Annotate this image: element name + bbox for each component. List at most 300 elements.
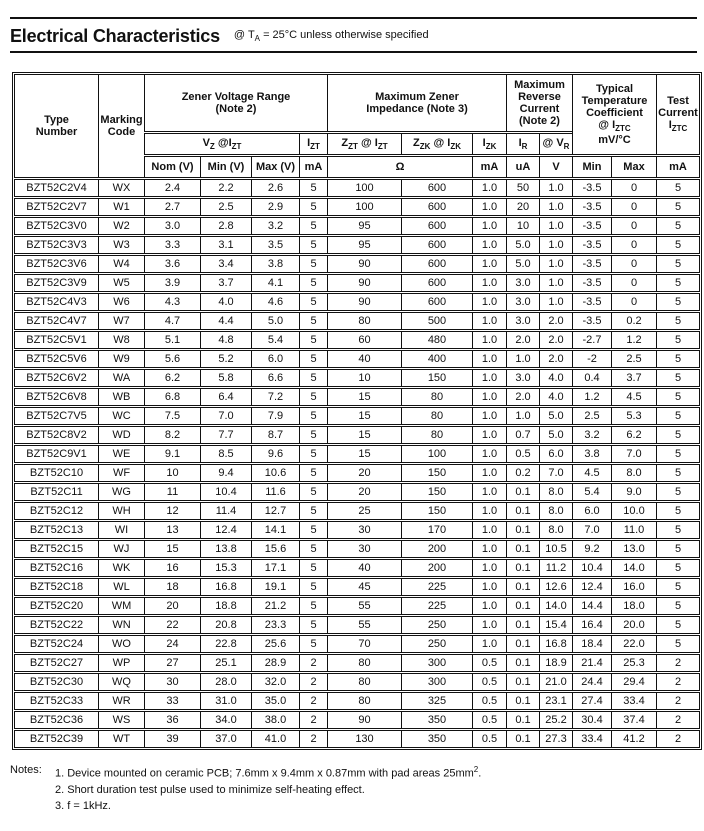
- cell-marking-code: WN: [98, 616, 144, 634]
- cell-vr-v: 2.0: [539, 350, 572, 368]
- cell-zzt-ohm: 25: [327, 502, 401, 520]
- col-header-at-vr: @ $V_R$: [539, 133, 572, 155]
- cell-ir-ua: 3.0: [506, 274, 539, 292]
- cell-test-current-ma: 5: [656, 274, 700, 292]
- cell-vr-v: 4.0: [539, 369, 572, 387]
- cell-tc-max: 0: [611, 274, 656, 292]
- cell-ir-ua: 0.1: [506, 559, 539, 577]
- cell-tc-max: 16.0: [611, 578, 656, 596]
- cell-izt-ma: 5: [299, 426, 327, 444]
- table-row: [14, 388, 700, 406]
- cell-izk-ma: 1.0: [472, 521, 506, 539]
- cell-type-number: BZT52C3V9: [14, 274, 98, 292]
- cell-vz-min: 11.4: [200, 502, 251, 520]
- cell-tc-max: 0: [611, 198, 656, 216]
- cell-tc-max: 14.0: [611, 559, 656, 577]
- cell-type-number: BZT52C18: [14, 578, 98, 596]
- cell-vz-max: 25.6: [251, 635, 299, 653]
- table-row: [14, 426, 700, 444]
- table-row: [14, 502, 700, 520]
- cell-ir-ua: 1.0: [506, 407, 539, 425]
- cell-vz-max: 17.1: [251, 559, 299, 577]
- cell-zzk-ohm: 300: [401, 673, 472, 691]
- cell-tc-min: 3.2: [572, 426, 611, 444]
- cell-test-current-ma: 5: [656, 312, 700, 330]
- cell-zzk-ohm: 325: [401, 692, 472, 710]
- cell-vr-v: 2.0: [539, 331, 572, 349]
- cell-ir-ua: 0.1: [506, 597, 539, 615]
- cell-marking-code: W3: [98, 236, 144, 254]
- cell-tc-max: 25.3: [611, 654, 656, 672]
- cell-type-number: BZT52C3V3: [14, 236, 98, 254]
- table-row: [14, 483, 700, 501]
- cell-tc-min: 14.4: [572, 597, 611, 615]
- cell-marking-code: W1: [98, 198, 144, 216]
- cell-zzk-ohm: 150: [401, 502, 472, 520]
- cell-vr-v: 5.0: [539, 407, 572, 425]
- cell-vz-nom: 4.3: [144, 293, 200, 311]
- cell-zzk-ohm: 600: [401, 198, 472, 216]
- cell-izt-ma: 2: [299, 654, 327, 672]
- cell-vz-min: 5.2: [200, 350, 251, 368]
- cell-tc-min: 6.0: [572, 502, 611, 520]
- notes-list: [55, 762, 481, 814]
- cell-zzk-ohm: 80: [401, 388, 472, 406]
- cell-zzt-ohm: 20: [327, 483, 401, 501]
- col-header-tc-max: Max: [611, 156, 656, 178]
- table-row: [14, 635, 700, 653]
- cell-ir-ua: 0.1: [506, 730, 539, 748]
- col-header-tc-min: Min: [572, 156, 611, 178]
- cell-vr-v: 18.9: [539, 654, 572, 672]
- cell-tc-max: 4.5: [611, 388, 656, 406]
- table-row: [14, 407, 700, 425]
- cell-vz-max: 12.7: [251, 502, 299, 520]
- cell-vz-min: 9.4: [200, 464, 251, 482]
- cell-test-current-ma: 5: [656, 445, 700, 463]
- cell-vz-nom: 18: [144, 578, 200, 596]
- cell-test-current-ma: 2: [656, 711, 700, 729]
- cell-izt-ma: 5: [299, 236, 327, 254]
- cell-vz-nom: 6.2: [144, 369, 200, 387]
- cell-izt-ma: 5: [299, 559, 327, 577]
- cell-test-current-ma: 5: [656, 388, 700, 406]
- cell-vz-min: 7.0: [200, 407, 251, 425]
- cell-vz-min: 8.5: [200, 445, 251, 463]
- header-group-row: [14, 74, 700, 132]
- cell-vz-nom: 3.6: [144, 255, 200, 273]
- cell-vz-max: 35.0: [251, 692, 299, 710]
- cell-izk-ma: 1.0: [472, 217, 506, 235]
- cell-izt-ma: 5: [299, 407, 327, 425]
- cell-zzk-ohm: 100: [401, 445, 472, 463]
- table-row: [14, 559, 700, 577]
- table-row: [14, 673, 700, 691]
- cell-zzt-ohm: 15: [327, 445, 401, 463]
- cell-izk-ma: 0.5: [472, 654, 506, 672]
- col-header-marking-code: Marking Code: [98, 74, 144, 178]
- cell-izk-ma: 1.0: [472, 350, 506, 368]
- cell-ir-ua: 10: [506, 217, 539, 235]
- cell-vr-v: 8.0: [539, 502, 572, 520]
- cell-tc-max: 0.2: [611, 312, 656, 330]
- cell-izk-ma: 1.0: [472, 293, 506, 311]
- cell-izt-ma: 5: [299, 635, 327, 653]
- cell-tc-max: 0: [611, 255, 656, 273]
- cell-tc-min: 2.5: [572, 407, 611, 425]
- cell-vz-nom: 3.9: [144, 274, 200, 292]
- cell-zzk-ohm: 480: [401, 331, 472, 349]
- cell-marking-code: WJ: [98, 540, 144, 558]
- cell-type-number: BZT52C2V7: [14, 198, 98, 216]
- col-header-vz-at-izt: $V_Z$ $@I_{ZT}$: [144, 133, 299, 155]
- table-row: [14, 179, 700, 197]
- cell-vz-nom: 9.1: [144, 445, 200, 463]
- table-row: [14, 236, 700, 254]
- cell-tc-min: -2: [572, 350, 611, 368]
- cell-zzt-ohm: 80: [327, 312, 401, 330]
- col-header-nom-v: Nom (V): [144, 156, 200, 178]
- cell-zzt-ohm: 95: [327, 217, 401, 235]
- col-header-zzt-at-izt: $Z_{ZT}$ @ $I_{ZT}$: [327, 133, 401, 155]
- cell-tc-max: 3.7: [611, 369, 656, 387]
- cell-vz-nom: 30: [144, 673, 200, 691]
- cell-vz-nom: 2.7: [144, 198, 200, 216]
- cell-test-current-ma: 5: [656, 369, 700, 387]
- table-row: [14, 616, 700, 634]
- cell-vz-min: 28.0: [200, 673, 251, 691]
- cell-vr-v: 25.2: [539, 711, 572, 729]
- cell-test-current-ma: 5: [656, 407, 700, 425]
- cell-vr-v: 21.0: [539, 673, 572, 691]
- cell-tc-max: 8.0: [611, 464, 656, 482]
- cell-zzt-ohm: 20: [327, 464, 401, 482]
- cell-marking-code: W5: [98, 274, 144, 292]
- cell-type-number: BZT52C36: [14, 711, 98, 729]
- cell-ir-ua: 0.1: [506, 521, 539, 539]
- cell-vz-min: 20.8: [200, 616, 251, 634]
- cell-zzt-ohm: 100: [327, 198, 401, 216]
- table-header: [14, 74, 700, 178]
- cell-vz-min: 22.8: [200, 635, 251, 653]
- cell-marking-code: WS: [98, 711, 144, 729]
- cell-izk-ma: 1.0: [472, 369, 506, 387]
- cell-vz-nom: 13: [144, 521, 200, 539]
- cell-type-number: BZT52C33: [14, 692, 98, 710]
- cell-test-current-ma: 2: [656, 730, 700, 748]
- cell-izt-ma: 5: [299, 445, 327, 463]
- cell-izk-ma: 1.0: [472, 540, 506, 558]
- cell-vz-nom: 11: [144, 483, 200, 501]
- cell-zzk-ohm: 80: [401, 426, 472, 444]
- cell-vz-max: 6.0: [251, 350, 299, 368]
- cell-tc-min: -3.5: [572, 274, 611, 292]
- cell-vz-min: 10.4: [200, 483, 251, 501]
- section-subtitle: @ $T_A = 25^\circ C$ unless otherwise specified: [233, 28, 429, 44]
- cell-marking-code: WX: [98, 179, 144, 197]
- table-row: [14, 578, 700, 596]
- cell-tc-max: 20.0: [611, 616, 656, 634]
- cell-ir-ua: 5.0: [506, 255, 539, 273]
- cell-izt-ma: 5: [299, 369, 327, 387]
- cell-test-current-ma: 5: [656, 502, 700, 520]
- cell-tc-min: 33.4: [572, 730, 611, 748]
- cell-vz-max: 10.6: [251, 464, 299, 482]
- cell-vz-max: 3.5: [251, 236, 299, 254]
- cell-vz-min: 4.0: [200, 293, 251, 311]
- cell-vr-v: 5.0: [539, 426, 572, 444]
- col-header-izk: $I_{ZK}$: [472, 133, 506, 155]
- cell-zzk-ohm: 600: [401, 217, 472, 235]
- cell-izt-ma: 5: [299, 464, 327, 482]
- cell-marking-code: W4: [98, 255, 144, 273]
- cell-vz-max: 15.6: [251, 540, 299, 558]
- section-title: Electrical Characteristics: [10, 25, 220, 46]
- cell-ir-ua: 0.1: [506, 540, 539, 558]
- cell-izt-ma: 5: [299, 217, 327, 235]
- col-group-max-zener-impedance: Maximum Zener Impedance (Note 3): [327, 74, 506, 132]
- cell-tc-max: 5.3: [611, 407, 656, 425]
- cell-type-number: BZT52C5V6: [14, 350, 98, 368]
- cell-vz-max: 2.6: [251, 179, 299, 197]
- cell-test-current-ma: 2: [656, 692, 700, 710]
- cell-tc-max: 29.4: [611, 673, 656, 691]
- cell-ir-ua: 0.1: [506, 692, 539, 710]
- cell-vr-v: 7.0: [539, 464, 572, 482]
- table-row: [14, 730, 700, 748]
- cell-vr-v: 16.8: [539, 635, 572, 653]
- cell-marking-code: WQ: [98, 673, 144, 691]
- cell-izk-ma: 1.0: [472, 426, 506, 444]
- cell-test-current-ma: 5: [656, 635, 700, 653]
- table-row: [14, 654, 700, 672]
- cell-tc-min: -2.7: [572, 331, 611, 349]
- notes-label: Notes:: [10, 764, 42, 776]
- cell-zzt-ohm: 55: [327, 597, 401, 615]
- cell-type-number: BZT52C12: [14, 502, 98, 520]
- cell-vz-min: 2.5: [200, 198, 251, 216]
- cell-izk-ma: 1.0: [472, 616, 506, 634]
- cell-ir-ua: 3.0: [506, 369, 539, 387]
- cell-vz-nom: 27: [144, 654, 200, 672]
- cell-izt-ma: 5: [299, 521, 327, 539]
- cell-vz-max: 5.0: [251, 312, 299, 330]
- cell-zzt-ohm: 30: [327, 540, 401, 558]
- cell-izk-ma: 0.5: [472, 711, 506, 729]
- cell-tc-max: 33.4: [611, 692, 656, 710]
- cell-zzk-ohm: 150: [401, 464, 472, 482]
- cell-tc-min: 16.4: [572, 616, 611, 634]
- cell-izk-ma: 0.5: [472, 692, 506, 710]
- datasheet-page: [0, 17, 704, 831]
- cell-type-number: BZT52C7V5: [14, 407, 98, 425]
- cell-vz-min: 3.7: [200, 274, 251, 292]
- col-header-min-v: Min (V): [200, 156, 251, 178]
- cell-izk-ma: 1.0: [472, 274, 506, 292]
- cell-vz-min: 25.1: [200, 654, 251, 672]
- cell-type-number: BZT52C13: [14, 521, 98, 539]
- cell-vz-max: 7.9: [251, 407, 299, 425]
- cell-tc-max: 18.0: [611, 597, 656, 615]
- cell-test-current-ma: 2: [656, 673, 700, 691]
- table-row: [14, 274, 700, 292]
- cell-ir-ua: 0.5: [506, 445, 539, 463]
- cell-ir-ua: 5.0: [506, 236, 539, 254]
- cell-zzk-ohm: 300: [401, 654, 472, 672]
- cell-zzk-ohm: 170: [401, 521, 472, 539]
- cell-ir-ua: 20: [506, 198, 539, 216]
- cell-type-number: BZT52C11: [14, 483, 98, 501]
- cell-zzt-ohm: 40: [327, 350, 401, 368]
- cell-izk-ma: 1.0: [472, 312, 506, 330]
- cell-vz-min: 2.2: [200, 179, 251, 197]
- table-row: [14, 521, 700, 539]
- cell-ir-ua: 1.0: [506, 350, 539, 368]
- cell-izk-ma: 1.0: [472, 464, 506, 482]
- cell-tc-max: 2.5: [611, 350, 656, 368]
- cell-ir-ua: 0.1: [506, 502, 539, 520]
- cell-vr-v: 6.0: [539, 445, 572, 463]
- cell-vz-nom: 8.2: [144, 426, 200, 444]
- cell-izt-ma: 2: [299, 730, 327, 748]
- cell-izk-ma: 1.0: [472, 502, 506, 520]
- cell-vz-nom: 20: [144, 597, 200, 615]
- cell-zzk-ohm: 80: [401, 407, 472, 425]
- cell-vz-nom: 3.3: [144, 236, 200, 254]
- cell-vr-v: 15.4: [539, 616, 572, 634]
- cell-ir-ua: 2.0: [506, 388, 539, 406]
- cell-tc-max: 10.0: [611, 502, 656, 520]
- cell-tc-max: 0: [611, 217, 656, 235]
- cell-vz-max: 5.4: [251, 331, 299, 349]
- cell-tc-min: 4.5: [572, 464, 611, 482]
- cell-vz-max: 9.6: [251, 445, 299, 463]
- cell-test-current-ma: 5: [656, 350, 700, 368]
- cell-zzt-ohm: 90: [327, 293, 401, 311]
- cell-tc-max: 0: [611, 179, 656, 197]
- cell-vz-min: 18.8: [200, 597, 251, 615]
- cell-marking-code: WT: [98, 730, 144, 748]
- col-group-zener-voltage-range: Zener Voltage Range (Note 2): [144, 74, 327, 132]
- cell-marking-code: WR: [98, 692, 144, 710]
- cell-zzt-ohm: 15: [327, 426, 401, 444]
- note-item-1: 1. Device mounted on ceramic PCB; 7.6mm x 9.4mm x 0.87mm with pad areas $25mm^2$.: [55, 765, 482, 780]
- cell-zzt-ohm: 80: [327, 654, 401, 672]
- cell-vz-min: 6.4: [200, 388, 251, 406]
- cell-tc-max: 6.2: [611, 426, 656, 444]
- notes-section: [10, 762, 704, 814]
- cell-type-number: BZT52C4V7: [14, 312, 98, 330]
- cell-izk-ma: 1.0: [472, 179, 506, 197]
- table-row: [14, 711, 700, 729]
- table-row: [14, 464, 700, 482]
- cell-zzt-ohm: 70: [327, 635, 401, 653]
- cell-zzk-ohm: 250: [401, 635, 472, 653]
- cell-zzk-ohm: 600: [401, 236, 472, 254]
- cell-izt-ma: 2: [299, 711, 327, 729]
- cell-izt-ma: 5: [299, 483, 327, 501]
- cell-tc-min: -3.5: [572, 312, 611, 330]
- cell-marking-code: W8: [98, 331, 144, 349]
- cell-ir-ua: 0.1: [506, 616, 539, 634]
- cell-izk-ma: 1.0: [472, 407, 506, 425]
- cell-marking-code: WA: [98, 369, 144, 387]
- cell-ir-ua: 3.0: [506, 293, 539, 311]
- cell-tc-max: 22.0: [611, 635, 656, 653]
- cell-vz-max: 3.8: [251, 255, 299, 273]
- cell-type-number: BZT52C3V6: [14, 255, 98, 273]
- col-header-ir: $I_R$: [506, 133, 539, 155]
- cell-vz-max: 38.0: [251, 711, 299, 729]
- cell-izt-ma: 5: [299, 293, 327, 311]
- cell-zzt-ohm: 90: [327, 255, 401, 273]
- cell-ir-ua: 3.0: [506, 312, 539, 330]
- cell-zzt-ohm: 15: [327, 407, 401, 425]
- table-row: [14, 597, 700, 615]
- cell-zzt-ohm: 10: [327, 369, 401, 387]
- cell-vz-min: 5.8: [200, 369, 251, 387]
- col-header-zzk-at-izk: $Z_{ZK}$ @ $I_{ZK}$: [401, 133, 472, 155]
- cell-zzt-ohm: 95: [327, 236, 401, 254]
- cell-vz-nom: 22: [144, 616, 200, 634]
- cell-vz-max: 4.1: [251, 274, 299, 292]
- cell-tc-min: 24.4: [572, 673, 611, 691]
- cell-test-current-ma: 5: [656, 255, 700, 273]
- cell-ir-ua: 0.1: [506, 578, 539, 596]
- col-group-test-current: Test Current $I_{ZTC}$: [656, 74, 700, 155]
- cell-marking-code: WG: [98, 483, 144, 501]
- cell-vz-nom: 2.4: [144, 179, 200, 197]
- cell-type-number: BZT52C16: [14, 559, 98, 577]
- cell-izt-ma: 5: [299, 616, 327, 634]
- cell-vz-min: 16.8: [200, 578, 251, 596]
- cell-marking-code: W7: [98, 312, 144, 330]
- cell-vr-v: 4.0: [539, 388, 572, 406]
- cell-vz-nom: 4.7: [144, 312, 200, 330]
- cell-marking-code: WI: [98, 521, 144, 539]
- cell-vz-nom: 12: [144, 502, 200, 520]
- cell-type-number: BZT52C24: [14, 635, 98, 653]
- cell-vz-nom: 6.8: [144, 388, 200, 406]
- cell-tc-min: 18.4: [572, 635, 611, 653]
- cell-izk-ma: 0.5: [472, 673, 506, 691]
- cell-test-current-ma: 2: [656, 654, 700, 672]
- cell-vr-v: 11.2: [539, 559, 572, 577]
- cell-vr-v: 1.0: [539, 236, 572, 254]
- table-row: [14, 331, 700, 349]
- cell-ir-ua: 0.2: [506, 464, 539, 482]
- cell-izt-ma: 5: [299, 388, 327, 406]
- cell-tc-min: 9.2: [572, 540, 611, 558]
- cell-marking-code: WL: [98, 578, 144, 596]
- cell-test-current-ma: 5: [656, 483, 700, 501]
- cell-izt-ma: 5: [299, 312, 327, 330]
- cell-vz-min: 4.4: [200, 312, 251, 330]
- cell-vz-min: 34.0: [200, 711, 251, 729]
- cell-izt-ma: 5: [299, 597, 327, 615]
- cell-test-current-ma: 5: [656, 616, 700, 634]
- cell-vz-nom: 39: [144, 730, 200, 748]
- cell-vz-nom: 7.5: [144, 407, 200, 425]
- cell-izk-ma: 1.0: [472, 559, 506, 577]
- cell-vz-min: 37.0: [200, 730, 251, 748]
- cell-marking-code: WH: [98, 502, 144, 520]
- cell-zzk-ohm: 600: [401, 274, 472, 292]
- unit-impedance-ohm: Ω: [327, 156, 472, 178]
- cell-izk-ma: 0.5: [472, 730, 506, 748]
- cell-test-current-ma: 5: [656, 578, 700, 596]
- cell-tc-max: 9.0: [611, 483, 656, 501]
